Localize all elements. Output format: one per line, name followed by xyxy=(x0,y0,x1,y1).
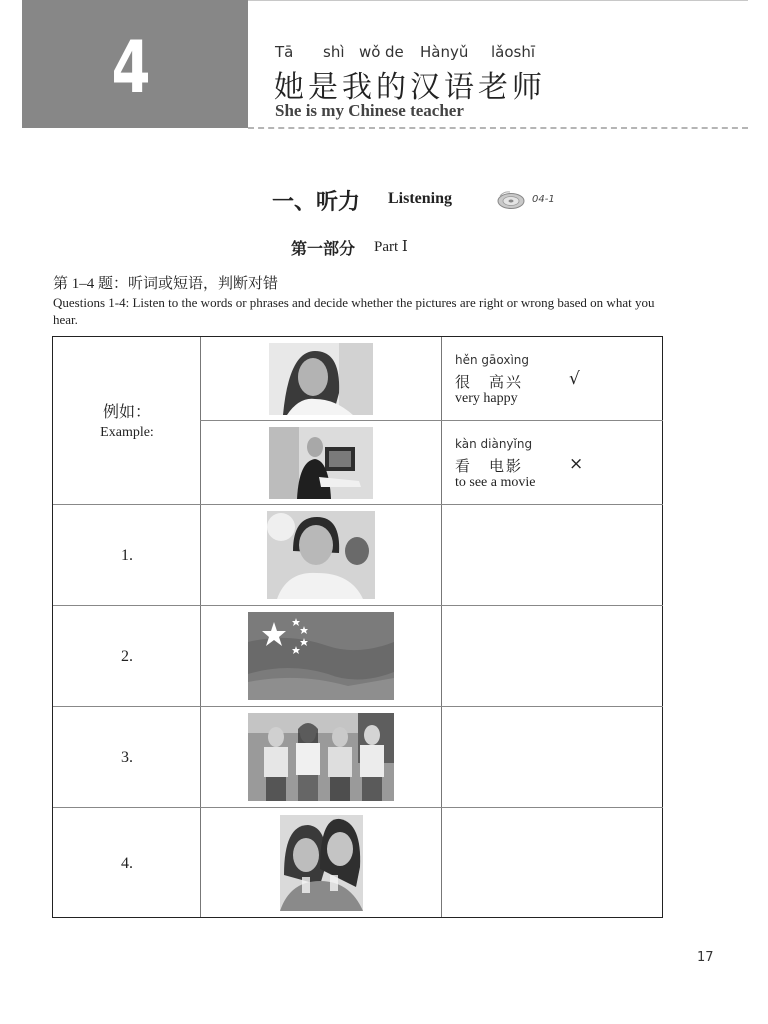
row-divider xyxy=(200,420,663,421)
smiling-student-photo xyxy=(267,511,375,599)
smiling-girl-photo xyxy=(269,343,373,415)
instructions-cn: 第 1–4 题：听词或短语，判断对错 xyxy=(53,276,279,292)
example-english: to see a movie xyxy=(455,475,536,490)
lesson-title-cn: 她是我的汉语老师 xyxy=(274,70,546,105)
example-label-cn: 例如： xyxy=(102,404,151,421)
pinyin-word: lǎoshī xyxy=(491,43,536,61)
cd-audio-icon[interactable] xyxy=(496,190,526,210)
pinyin-word: Tā xyxy=(275,43,294,61)
pinyin-word: de xyxy=(385,43,404,61)
question-number: 4. xyxy=(121,855,133,872)
check-mark: √ xyxy=(569,369,580,389)
lesson-number: 4 xyxy=(111,25,151,109)
cross-mark: × xyxy=(569,454,584,474)
part-label-en: Part Ⅰ xyxy=(374,239,408,255)
exercise-table xyxy=(52,336,663,918)
man-at-computer-photo xyxy=(269,427,373,499)
row-divider xyxy=(53,807,663,808)
question-number: 3. xyxy=(121,749,133,766)
example-label-en: Example: xyxy=(100,425,154,440)
two-women-photo xyxy=(280,815,363,911)
instructions-en: Questions 1-4: Listen to the words or phrases and decide whether the pictures are right or wrong based on what you hear. xyxy=(53,295,655,327)
example-hanzi: 很 高兴 xyxy=(455,375,524,391)
question-number: 2. xyxy=(121,648,133,665)
example-hanzi: 看 电影 xyxy=(455,459,524,475)
four-friends-photo xyxy=(248,713,394,801)
header-top-rule xyxy=(248,0,748,1)
row-divider xyxy=(53,605,663,606)
pinyin-word: wǒ xyxy=(359,43,381,61)
lesson-number-box xyxy=(22,0,248,128)
lesson-title-en: She is my Chinese teacher xyxy=(275,101,464,120)
chinese-flag-photo xyxy=(248,612,394,700)
column-divider xyxy=(441,337,442,917)
example-pinyin: kàn diànyǐng xyxy=(455,437,533,451)
example-english: very happy xyxy=(455,391,518,406)
question-number: 1. xyxy=(121,547,133,564)
example-pinyin: hěn gāoxìng xyxy=(455,353,530,367)
audio-track-number: 04-1 xyxy=(532,194,555,205)
row-divider xyxy=(53,504,663,505)
section-title-cn: 一、听力 xyxy=(272,189,361,214)
section-title-en: Listening xyxy=(388,190,453,207)
pinyin-word: shì xyxy=(323,43,345,61)
row-divider xyxy=(53,706,663,707)
pinyin-word: Hànyǔ xyxy=(420,43,469,61)
part-label-cn: 第一部分 xyxy=(291,241,356,258)
header-dashed-rule xyxy=(248,127,748,129)
page-number: 17 xyxy=(697,950,714,965)
column-divider xyxy=(200,337,201,917)
